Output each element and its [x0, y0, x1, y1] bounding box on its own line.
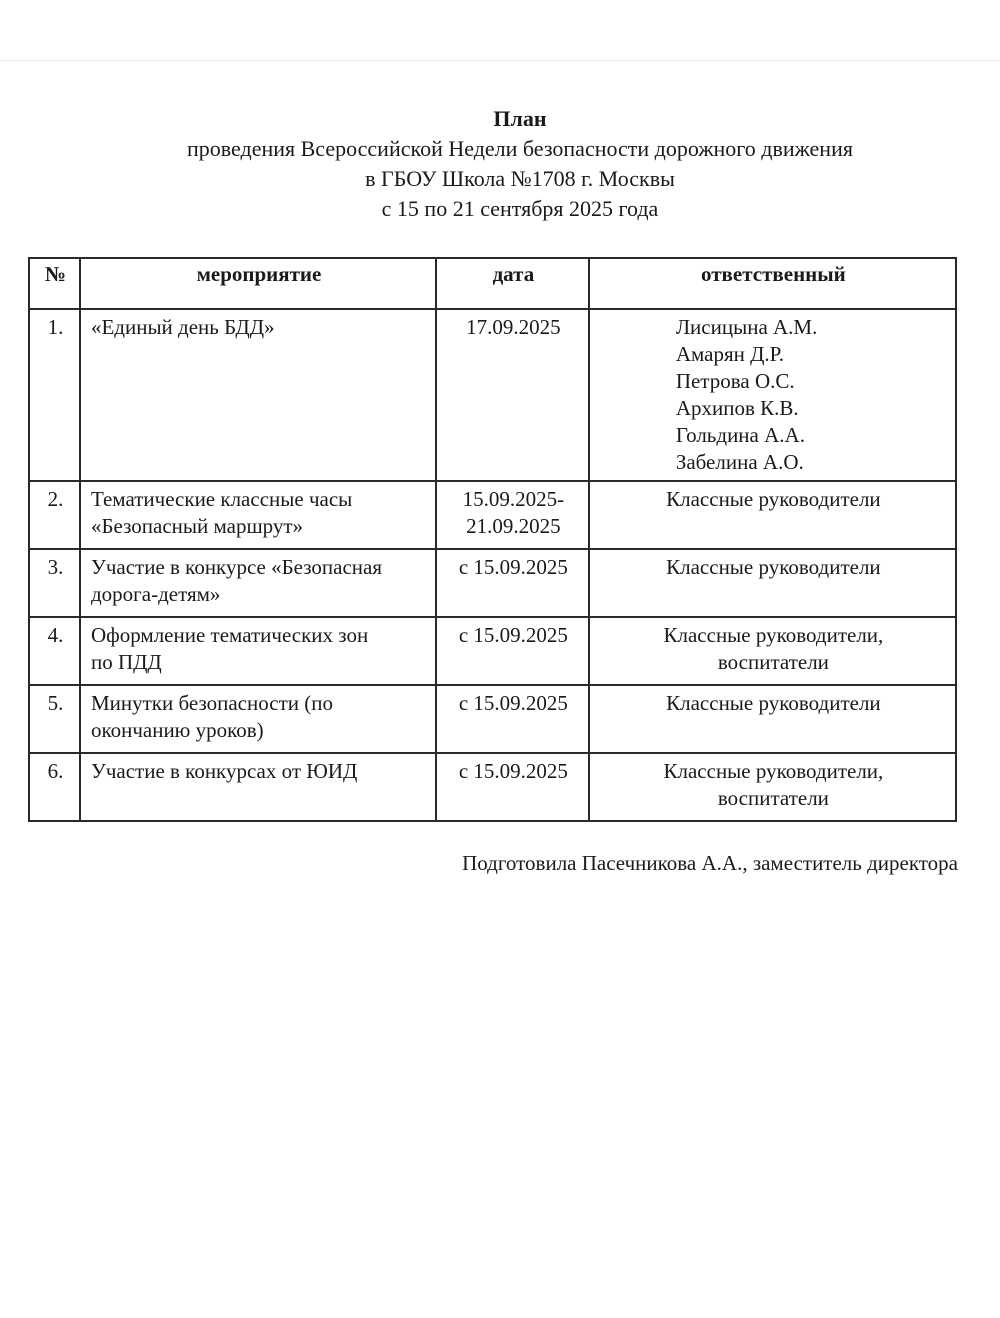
responsible-cell [589, 753, 956, 821]
date-line: с 15.09.2025 [458, 623, 568, 647]
table-row [29, 617, 956, 685]
table-row [29, 309, 956, 481]
event-line: по ПДД [90, 650, 162, 674]
responsible-cell [589, 481, 956, 549]
page-edge [0, 60, 1000, 61]
responsible-line: Забелина А.О. [675, 450, 804, 474]
date-cell [436, 481, 589, 549]
responsible-cell [589, 549, 956, 617]
table-row [29, 481, 956, 549]
prepared-by: Подготовила Пасечникова А.А., заместитель директора [462, 851, 958, 875]
table-row [29, 753, 956, 821]
event-line: «Единый день БДД» [90, 315, 275, 339]
subtitle-line-2: в ГБОУ Школа №1708 г. Москвы [365, 166, 675, 191]
column-header-event: мероприятие [80, 258, 436, 309]
date-line: 17.09.2025 [466, 315, 561, 339]
responsible-line: Классные руководители, [663, 623, 884, 647]
row-number: 2. [29, 481, 80, 549]
responsible-cell [589, 685, 956, 753]
responsible-line: Архипов К.В. [675, 396, 799, 420]
responsible-line: Лисицына А.М. [675, 315, 818, 339]
subtitle-line-3: с 15 по 21 сентября 2025 года [381, 196, 659, 221]
responsible-line: Гольдина А.А. [675, 423, 805, 447]
document-title: План [493, 106, 547, 131]
date-line: 15.09.2025- [462, 487, 565, 511]
event-line: окончанию уроков) [90, 718, 264, 742]
responsible-line: Петрова О.С. [675, 369, 795, 393]
table-row [29, 685, 956, 753]
row-number: 1. [29, 309, 80, 481]
event-cell [80, 617, 436, 685]
event-line: Минутки безопасности (по [90, 691, 333, 715]
row-number: 4. [29, 617, 80, 685]
column-header-responsible: ответственный [589, 258, 956, 309]
event-cell [80, 753, 436, 821]
date-line: 21.09.2025 [466, 514, 561, 538]
responsible-line: Классные руководители [666, 487, 881, 511]
table-body [29, 309, 956, 821]
responsible-line: Амарян Д.Р. [675, 342, 784, 366]
date-line: с 15.09.2025 [458, 691, 568, 715]
row-number: 5. [29, 685, 80, 753]
responsible-line: Классные руководители [666, 555, 881, 579]
plan-table [28, 257, 957, 822]
table-row [29, 549, 956, 617]
responsible-line: воспитатели [717, 786, 829, 810]
column-header-date: дата [436, 258, 589, 309]
date-line: с 15.09.2025 [458, 759, 568, 783]
event-cell [80, 685, 436, 753]
date-cell [436, 549, 589, 617]
date-cell [436, 617, 589, 685]
row-number: 3. [29, 549, 80, 617]
event-line: «Безопасный маршрут» [90, 514, 304, 538]
event-cell [80, 309, 436, 481]
date-line: с 15.09.2025 [458, 555, 568, 579]
event-line: Оформление тематических зон [90, 623, 369, 647]
event-cell [80, 549, 436, 617]
document-header [0, 104, 1000, 224]
row-number: 6. [29, 753, 80, 821]
responsible-cell [589, 309, 956, 481]
table-header-row [29, 258, 956, 309]
responsible-cell [589, 617, 956, 685]
event-line: дорога-детям» [90, 582, 221, 606]
event-line: Участие в конкурсе «Безопасная [90, 555, 383, 579]
event-line: Участие в конкурсах от ЮИД [90, 759, 358, 783]
responsible-line: Классные руководители, [663, 759, 884, 783]
date-cell [436, 753, 589, 821]
responsible-line: Классные руководители [666, 691, 881, 715]
date-cell [436, 309, 589, 481]
event-line: Тематические классные часы [90, 487, 353, 511]
event-cell [80, 481, 436, 549]
column-header-num: № [29, 258, 80, 309]
subtitle-line-1: проведения Всероссийской Недели безопасности дорожного движения [187, 136, 853, 161]
responsible-line: воспитатели [717, 650, 829, 674]
date-cell [436, 685, 589, 753]
